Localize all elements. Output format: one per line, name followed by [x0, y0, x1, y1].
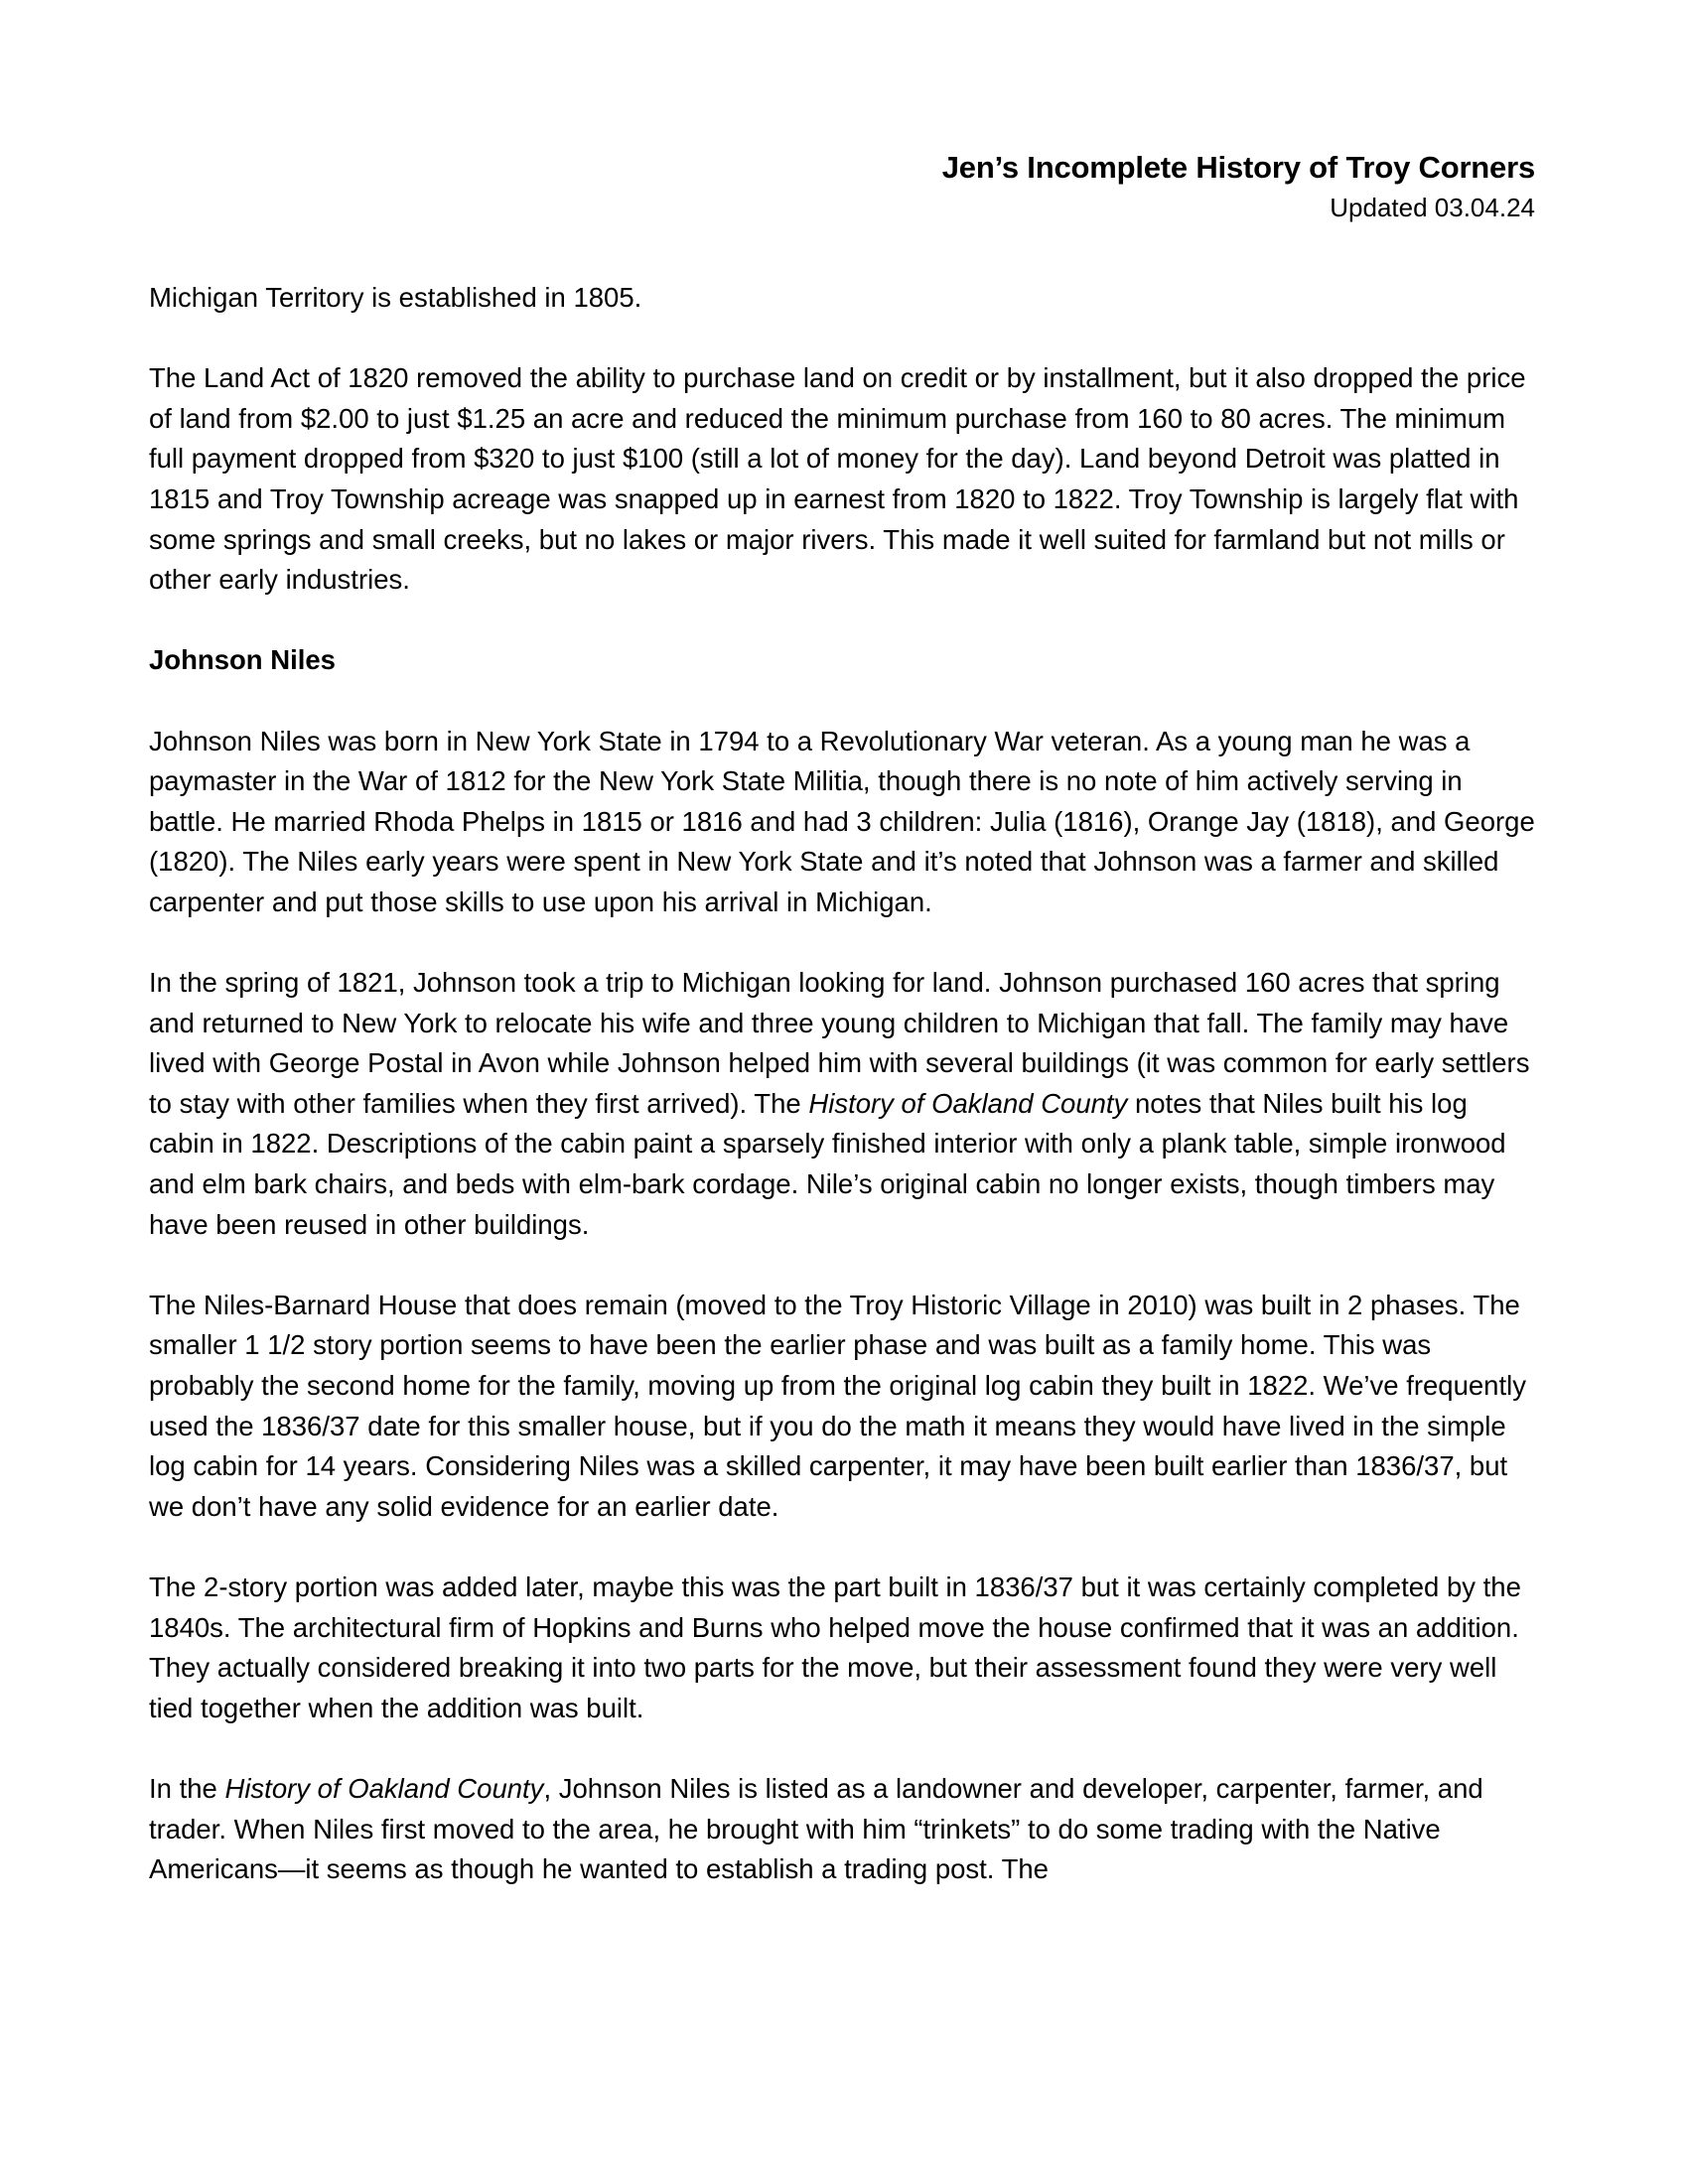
paragraph-text: In the: [149, 1772, 225, 1804]
paragraph-niles-barnard-house: The Niles-Barnard House that does remain (moved to the Troy Historic Village in 2010) was built in 2 phases. The smaller 1 1/2 story portion seems to have been the earlier phase and was built as a family home. This was probably the second home for the family, moving up from the original log cabin they built in 1822. We’ve frequently used the 1836/37 date for this smaller house, but if you do the math it means they would have lived in the simple log cabin for 14 years. Considering Niles was a skilled carpenter, it may have been built earlier than 1836/37, but we don’t have any solid evidence for an earlier date.: [149, 1289, 1526, 1522]
book-title: History of Oakland County: [224, 1772, 544, 1804]
paragraph-text: In the spring of 1821, Johnson took a trip to Michigan looking for land. Johnson purchased 160 acres that spring and returned to New York to relocate his wife and three young children to Michigan that fall. The family may have lived with George Postal in Avon while Johnson helped him with several buildings (it was common for early settlers to stay with other families when they first arrived). The: [149, 967, 1530, 1119]
paragraph-territory: Michigan Territory is established in 1805.: [149, 282, 642, 313]
paragraph-niles-arrival: [149, 963, 1539, 1245]
paragraph-niles-trader: [149, 1769, 1539, 1890]
document-body: [149, 278, 1539, 1930]
paragraph-text: notes that Niles built his log cabin in 1822. Descriptions of the cabin paint a sparsely finished interior with only a plank table, simple ironwood and elm bark chairs, and beds with elm-bark cordage. Nile’s original cabin no longer exists, though timbers may have been reused in other buildings.: [149, 1087, 1506, 1240]
paragraph-text: , Johnson Niles is listed as a landowner and developer, carpenter, farmer, and trader. When Niles first moved to the area, he brought with him “trinkets” to do some trading with the Native Americans—it seems as though he wanted to establish a trading post. The: [149, 1772, 1483, 1885]
updated-date: Updated 03.04.24: [1330, 193, 1535, 222]
document-title: Jen’s Incomplete History of Troy Corners: [941, 150, 1535, 185]
document-header: [942, 147, 1535, 226]
paragraph-niles-biography: Johnson Niles was born in New York State in 1794 to a Revolutionary War veteran. As a young man he was a paymaster in the War of 1812 for the New York State Militia, though there is no note of him actively serving in battle. He married Rhoda Phelps in 1815 or 1816 and had 3 children: Julia (1816), Orange Jay (1818), and George (1820). The Niles early years were spent in New York State and it’s noted that Johnson was a farmer and skilled carpenter and put those skills to use upon his arrival in Michigan.: [149, 725, 1535, 917]
paragraph-two-story-addition: The 2-story portion was added later, maybe this was the part built in 1836/37 but it was certainly completed by the 1840s. The architectural firm of Hopkins and Burns who helped move the house confirmed that it was an addition. They actually considered breaking it into two parts for the move, but their assessment found they were very well tied together when the addition was built.: [149, 1571, 1521, 1723]
paragraph-land-act: The Land Act of 1820 removed the ability to purchase land on credit or by installment, but it also dropped the price of land from $2.00 to just $1.25 an acre and reduced the minimum purchase from 160 to 80 acres. The minimum full payment dropped from $320 to just $100 (still a lot of money for the day). Land beyond Detroit was platted in 1815 and Troy Township acreage was snapped up in earnest from 1820 to 1822. Troy Township is largely flat with some springs and small creeks, but no lakes or major rivers. This made it well suited for farmland but not mills or other early industries.: [149, 362, 1526, 596]
section-heading-johnson-niles: Johnson Niles: [149, 644, 336, 676]
book-title: History of Oakland County: [808, 1087, 1128, 1119]
